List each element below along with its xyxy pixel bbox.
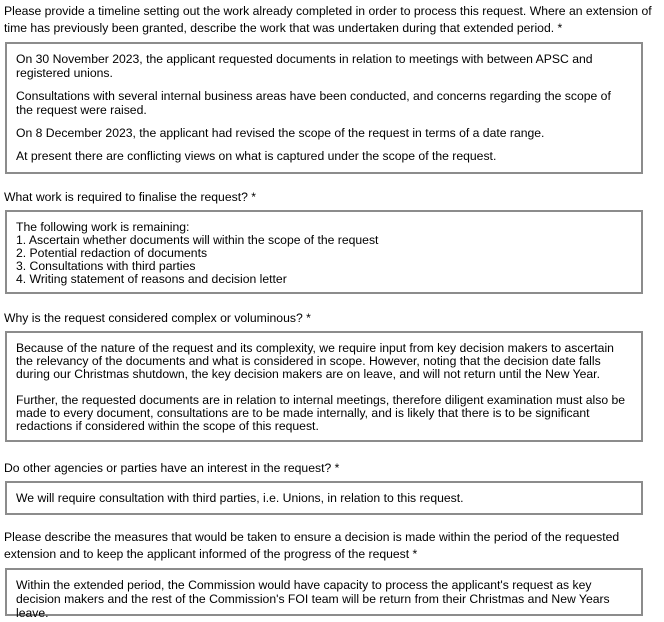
question-2-label: What work is required to finalise the request? * — [4, 190, 256, 204]
answer-2-line-5: 4. Writing statement of reasons and decision letter — [16, 272, 287, 286]
answer-2-line-4: 3. Consultations with third parties — [16, 259, 196, 273]
answer-4-paragraph-1: We will require consultation with third parties, i.e. Unions, in relation to this request. — [16, 491, 464, 505]
answer-1-paragraph-2: Consultations with several internal business areas have been conducted, and concerns regarding the scope of the request were raised. — [16, 89, 611, 117]
answer-3-paragraph-1: Because of the nature of the request and its complexity, we require input from key decision makers to ascertain the relevancy of the documents and what is considered in scope. However, noting that the decision date falls during our Christmas shutdown, the key decision makers are on leave, and will not return until the New Year. — [16, 341, 614, 381]
question-2-answer-field[interactable] — [5, 210, 643, 294]
answer-2-line-3: 2. Potential redaction of documents — [16, 246, 208, 260]
question-3-label: Why is the request considered complex or voluminous? * — [4, 311, 311, 325]
question-4-answer-field[interactable] — [5, 481, 643, 515]
question-5-label: Please describe the measures that would be taken to ensure a decision is made within the period of the requested extension and to keep the applicant informed of the progress of the request * — [4, 530, 620, 561]
answer-2-line-2: 1. Ascertain whether documents will within the scope of the request — [16, 233, 379, 247]
answer-5-paragraph-1: Within the extended period, the Commission would have capacity to process the applicant's request as key decision makers and the rest of the Commission's FOI team will be return from their Christmas and New Years leave. — [16, 578, 610, 620]
answer-1-paragraph-3: On 8 December 2023, the applicant had revised the scope of the request in terms of a date range. — [16, 126, 545, 140]
answer-1-paragraph-1: On 30 November 2023, the applicant requested documents in relation to meetings with between APSC and registered unions. — [16, 52, 593, 80]
answer-3-paragraph-2: Further, the requested documents are in relation to internal meetings, therefore diligent examination must also be made to every document, consultations are to be made internally, and is likely that there is to be significant redactions if considered within the scope of this request. — [16, 393, 626, 433]
answer-1-paragraph-4: At present there are conflicting views on what is captured under the scope of the request. — [16, 149, 497, 163]
question-3-answer-field[interactable] — [5, 331, 643, 442]
question-1-label: Please provide a timeline setting out the work already completed in order to process this request. Where an extension of time has previously been granted, describe the work that was undertaken during that extended period. * — [4, 4, 652, 35]
answer-2-line-1: The following work is remaining: — [16, 220, 190, 234]
question-4-label: Do other agencies or parties have an interest in the request? * — [4, 461, 340, 475]
question-5-answer-field[interactable] — [5, 568, 643, 620]
question-1-answer-field[interactable] — [5, 42, 643, 174]
